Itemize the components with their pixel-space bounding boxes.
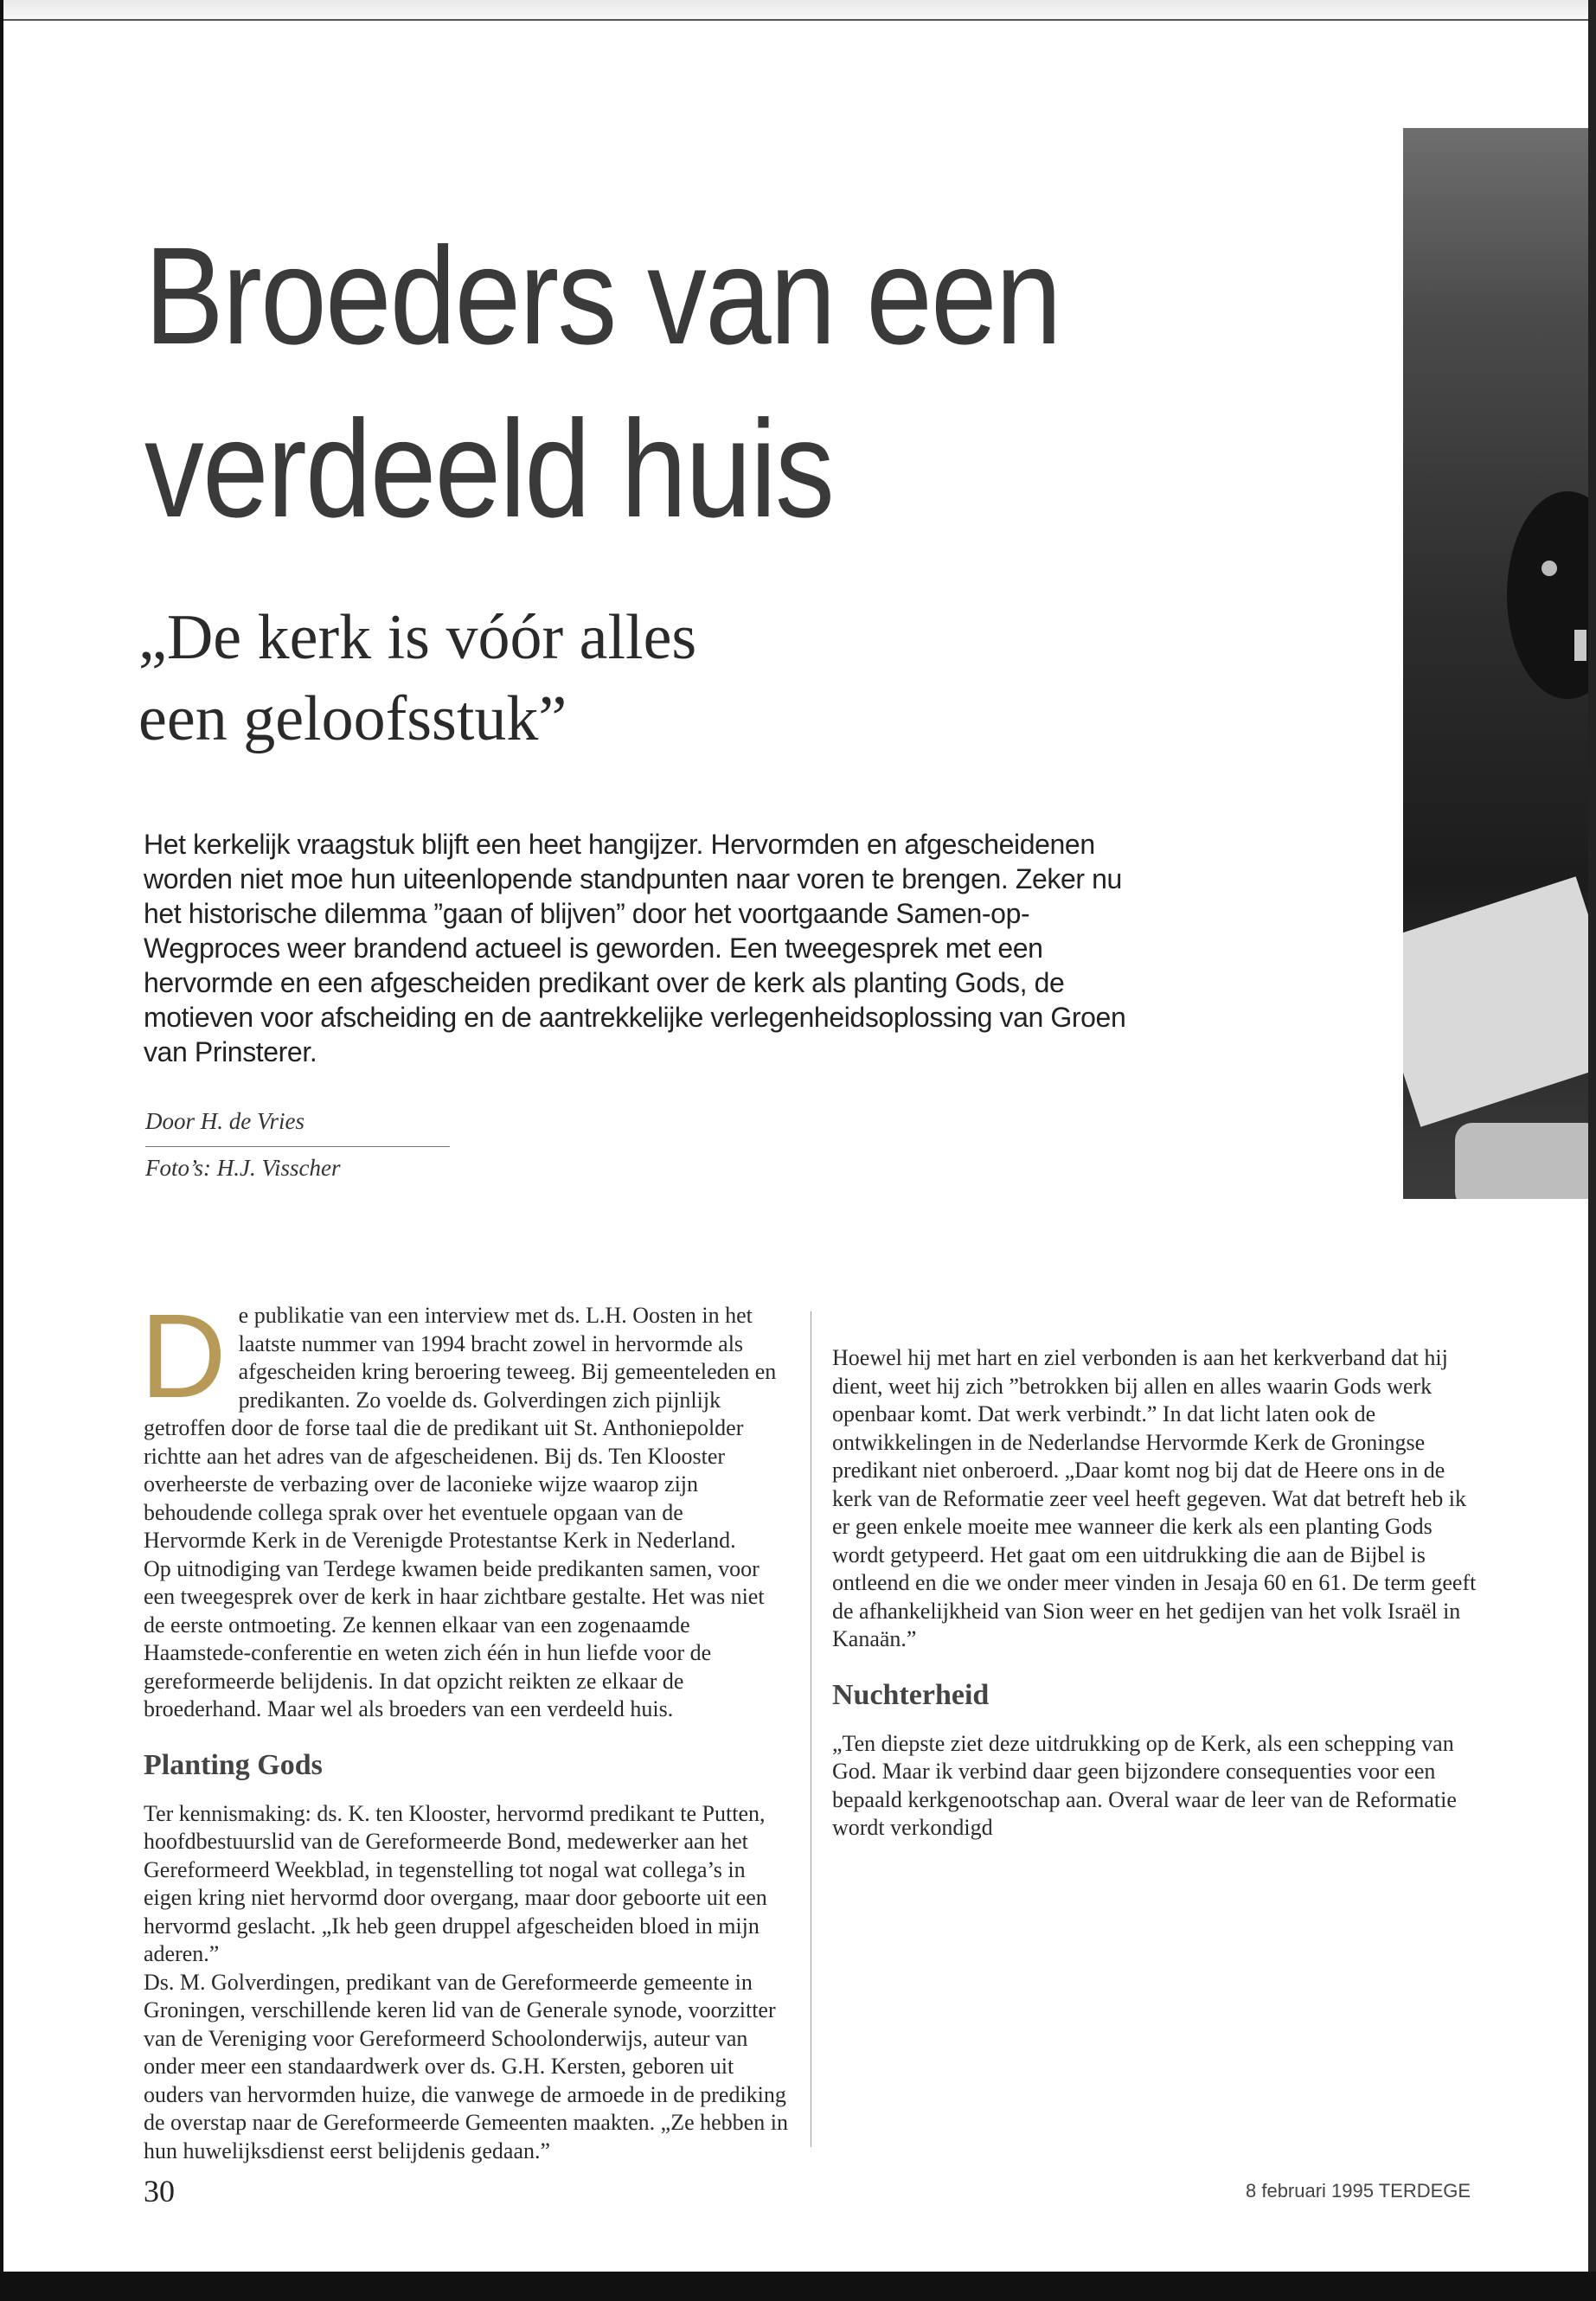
drop-cap: D bbox=[140, 1290, 227, 1423]
body-paragraph: Hoewel hij met hart en ziel verbonden is aan het kerkverband dat hij dient, weet hij zich ”betrokken bij allen en alles waarin Gods werk openbaar komt. Dat werk verbindt.” In dat licht laten ook de ontwikkelingen in de Nederlandse Hervormde Kerk de Groningse predikant niet onberoerd. „Daar komt nog bij dat de Heere ons in de kerk van de Reformatie zeer veel heeft gegeven. Wat dat betreft heb ik er geen enkele moeite mee wanneer die kerk als een planting Gods wordt getypeerd. Het gaat om een uitdrukking die aan de Bijbel is ontleend en die we onder meer vinden in Jesaja 60 en 61. De term geeft de afhankelijkheid van Sion weer en het gedijen van het volk Israël in Kanaän.” bbox=[832, 1345, 1477, 1651]
headline-line-2: verdeeld huis bbox=[144, 391, 834, 546]
scan-left-edge bbox=[0, 0, 3, 2301]
photo-figure-shape bbox=[1507, 491, 1588, 699]
photo-highlight bbox=[1542, 561, 1557, 576]
article-intro: Het kerkelijk vraagstuk blijft een heet hangijzer. Hervormden en afgescheidenen worden niet moe hun uiteenlopende standpunten naar voren te brengen. Zeker nu het historische dilemma ”gaan of blijven” door het voortgaande Samen-op-Wegproces weer brandend actueel is geworden. Een tweegesprek met een hervormde en een afgescheiden predikant over de kerk als planting Gods, de motieven voor afscheiding en de aantrekkelijke verlegenheidsoplossing van Groen van Prinsterer. bbox=[144, 829, 1126, 1067]
section-heading: Planting Gods bbox=[144, 1748, 323, 1781]
headline-line-1: Broeders van een bbox=[144, 218, 1061, 373]
credit-divider bbox=[145, 1146, 450, 1147]
article-subtitle bbox=[138, 597, 696, 760]
scan-bottom-edge bbox=[0, 2272, 1596, 2301]
body-paragraph: Op uitnodiging van Terdege kwamen beide predikanten samen, voor een tweegesprek over de kerk in haar zichtbare gestalte. Het was niet de eerste ontmoeting. Ze kennen elkaar van een zogenaamde Haamstede-conferentie en weten zich één in hun liefde voor de gereformeerde belijdenis. In dat opzicht reikten ze elkaar de broederhand. Maar wel als broeders van een verdeeld huis. bbox=[144, 1555, 765, 1721]
photo-credit: Foto’s: H.J. Visscher bbox=[145, 1155, 341, 1181]
subtitle-line-1: „De kerk is vóór alles bbox=[138, 602, 697, 673]
paragraph-text: e publikatie van een interview met ds. L.H. Oosten in het laatste nummer van 1994 bracht zowel in hervormde als afgescheiden kring beroering teweeg. Bij gemeenteleden en predikanten. Zo voelde ds. Golverdingen zich pijnlijk getroffen door de forse taal die de predikant uit St. Anthoniepolder richtte aan het adres van de afgescheidenen. Bij ds. Ten Klooster overheerste de verbazing over de laconieke wijze waarop zijn behoudende collega sprak over het eventuele opgaan van de Hervormde Kerk in de Verenigde Protestantse Kerk in Nederland. bbox=[144, 1303, 777, 1553]
body-paragraph: Ter kennismaking: ds. K. ten Klooster, hervormd predikant te Putten, hoofdbestuurslid van de Gereformeerde Bond, medewerker aan het Gereformeerd Weekblad, in tegenstelling tot nogal wat collega’s in eigen kring niet hervormd door overgang, maar door geboorte uit een hervormd geslacht. „Ik heb geen druppel afgescheiden bloed in mijn aderen.” bbox=[144, 1800, 767, 1966]
photo-glass-shape bbox=[1455, 1123, 1588, 1199]
author-credit: Door H. de Vries bbox=[145, 1108, 304, 1134]
scan-top-line bbox=[0, 19, 1596, 21]
body-column-right bbox=[832, 1344, 1477, 1843]
body-paragraph: Ds. M. Golverdingen, predikant van de Gereformeerde gemeente in Groningen, verschillende keren lid van de Generale synode, voorzitter van de Vereniging voor Gereformeerd Schoolonderwijs, auteur van onder meer een standaardwerk over ds. G.H. Kersten, geboren uit ouders van hervormden huize, die vanwege de armoede in de prediking de overstap naar de Gereformeerde Gemeenten maakten. „Ze hebben in hun huwelijksdienst eerst belijdenis gedaan.” bbox=[144, 1969, 788, 2163]
section-heading: Nuchterheid bbox=[832, 1678, 990, 1711]
scan-right-edge bbox=[1588, 0, 1596, 2301]
body-column-left bbox=[140, 1290, 788, 2165]
subtitle-line-2: een geloofsstuk” bbox=[138, 683, 567, 754]
photo-highlight bbox=[1574, 630, 1586, 661]
page-number: 30 bbox=[144, 2174, 175, 2208]
body-paragraph: „Ten diepste ziet deze uitdrukking op de Kerk, als een schepping van God. Maar ik verbind daar geen bijzondere consequenties voor een bepaald kerkgenootschap aan. Overal waar de leer van de Reformatie wordt verkondigd bbox=[832, 1730, 1457, 1840]
article-headline bbox=[144, 209, 1061, 555]
photo-paper-shape bbox=[1403, 876, 1588, 1127]
body-paragraph bbox=[140, 1290, 788, 1555]
page-footer: 8 februari 1995 TERDEGE bbox=[1246, 2180, 1471, 2202]
article-photo bbox=[1403, 128, 1588, 1199]
